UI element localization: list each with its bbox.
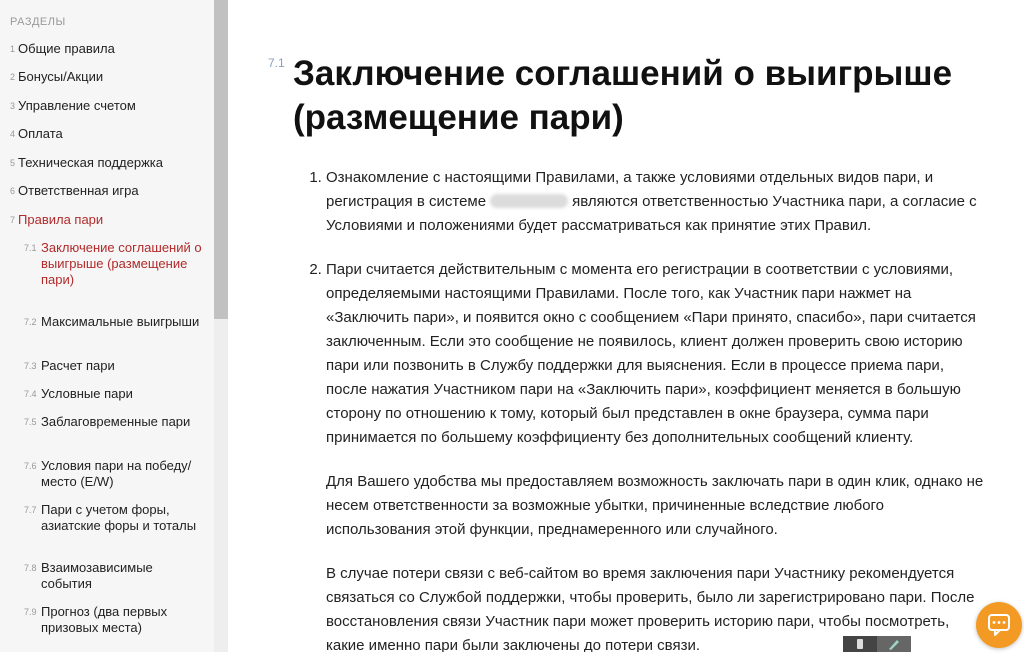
sidebar <box>0 0 214 652</box>
rule-2-text: Пари считается действительным с момента его регистрации в соответствии с условиями, определяемыми настоящими Правилами. После того, как Участник пари нажмет на «Заключить пари», и появится окно с сообщением «Пари принято, спасибо», пари считается заключенным. Если это сообщение не появилось, клиент должен проверить свою историю пари или позвонить в Службу поддержки для выяснения. Если в процессе приема пари, после нажатия Участником пари на «Заключить пари», коэффициент меняется в большую сторону по отношению к тому, который был представлен в окне браузера, сумма пари принимается по большему коэффициенту без дополнительных сообщений клиенту. <box>326 261 976 446</box>
sidebar-item-number: 2 <box>10 72 16 82</box>
sidebar-subitem-settlement[interactable] <box>24 358 204 374</box>
sidebar-item-number: 4 <box>10 129 16 139</box>
sidebar-item-number: 5 <box>10 158 16 168</box>
sidebar-item-label: Правила пари <box>18 212 104 227</box>
sidebar-subitem-number: 7.4 <box>24 389 37 399</box>
sidebar-subitem-forecast[interactable] <box>24 604 204 636</box>
mini-toolbar[interactable] <box>843 636 911 652</box>
rule-2-paragraph-2: Для Вашего удобства мы предоставляем возможность заключать пари в один клик, однако не несем ответственности за возможные убытки, причиненные вследствие любого использования этой функции, преднамеренного или случайного. <box>326 473 984 538</box>
sidebar-subitem-related-events[interactable] <box>24 560 204 592</box>
blurred-brand-name <box>490 194 568 208</box>
sidebar-subitem-ante-post[interactable] <box>24 414 204 430</box>
article <box>228 0 1024 652</box>
sidebar-subitem-each-way[interactable] <box>24 458 204 490</box>
toolbar-pen-icon[interactable] <box>877 636 911 652</box>
sidebar-scrollbar-thumb[interactable] <box>214 0 228 319</box>
sidebar-item-responsible-gaming[interactable] <box>10 183 139 199</box>
rule-1-text-b: являются ответственностью Участника пари, а согласие с Условиями и положениями будет рассматриваться как принятие этих Правил. <box>326 193 977 234</box>
sidebar-item-account[interactable] <box>10 98 136 114</box>
sidebar-subitem-number: 7.5 <box>24 417 37 427</box>
sidebar-subitem-label: Прогноз (два первых призовых места) <box>41 604 168 635</box>
sidebar-subitem-label: Максимальные выигрыши <box>41 314 200 329</box>
sidebar-subitem-number: 7.8 <box>24 563 37 573</box>
rule-1-text-a: Ознакомление с настоящими Правилами, а также условиями отдельных видов пари, и регистрация в системе <box>326 169 934 210</box>
sidebar-item-number: 7 <box>10 215 16 225</box>
rule-item <box>326 166 986 238</box>
sidebar-item-number: 3 <box>10 101 16 111</box>
sidebar-subitem-number: 7.7 <box>24 505 37 515</box>
sidebar-subitem-label: Расчет пари <box>41 358 115 373</box>
toolbar-tool-icon[interactable] <box>843 636 877 652</box>
sidebar-subitem-label: Условия пари на победу/место (E/W) <box>41 458 192 489</box>
rule-2-paragraph-3: В случае потери связи с веб-сайтом во время заключения пари Участнику рекомендуется связаться со Службой поддержки, чтобы проверить, было ли зарегистрировано пари. После восстановления связи Участник пари может проверить историю пари, чтобы посмотреть, какие именно пари были заключены до потери связи. <box>326 565 975 652</box>
chat-button[interactable] <box>976 602 1022 648</box>
sidebar-subitem-label: Пари с учетом форы, азиатские форы и тоталы <box>41 502 197 533</box>
sidebar-item-betting-rules[interactable] <box>10 212 103 228</box>
section-number: 7.1 <box>268 56 285 70</box>
article-body <box>306 166 986 652</box>
sidebar-item-support[interactable] <box>10 155 163 171</box>
sidebar-subitem-number: 7.1 <box>24 243 37 253</box>
sidebar-item-number: 6 <box>10 186 16 196</box>
sidebar-item-label: Бонусы/Акции <box>18 69 104 84</box>
rule-item <box>326 258 986 652</box>
sidebar-heading: РАЗДЕЛЫ <box>10 16 66 28</box>
sidebar-subitem-label: Заблаговременные пари <box>41 414 191 429</box>
sidebar-item-label: Общие правила <box>18 41 115 56</box>
sidebar-subitem-number: 7.3 <box>24 361 37 371</box>
chat-bubble-icon <box>976 602 1022 648</box>
sidebar-subitem-max-winnings[interactable] <box>24 314 204 330</box>
sidebar-subitem-number: 7.6 <box>24 461 37 471</box>
sidebar-subitem-label: Заключение соглашений о выигрыше (размещение пари) <box>41 240 202 287</box>
sidebar-item-number: 1 <box>10 44 16 54</box>
sidebar-subitem-number: 7.2 <box>24 317 37 327</box>
page-title: Заключение соглашений о выигрыше (размещение пари) <box>293 54 953 137</box>
sidebar-item-payment[interactable] <box>10 126 63 142</box>
sidebar-subitem-number: 7.9 <box>24 607 37 617</box>
sidebar-item-label: Техническая поддержка <box>18 155 163 170</box>
sidebar-item-bonuses[interactable] <box>10 69 103 85</box>
sidebar-subitem-label: Условные пари <box>41 386 133 401</box>
sidebar-subitem-conditional-bets[interactable] <box>24 386 204 402</box>
sidebar-subitem-handicaps[interactable] <box>24 502 204 534</box>
sidebar-subitem-placing-bets[interactable] <box>24 240 204 288</box>
rules-list <box>306 166 986 652</box>
sidebar-subitem-label: Взаимозависимые события <box>41 560 153 591</box>
sidebar-item-label: Ответственная игра <box>18 183 139 198</box>
sidebar-item-general-rules[interactable] <box>10 41 115 57</box>
sidebar-item-label: Управление счетом <box>18 98 136 113</box>
sidebar-scrollbar[interactable] <box>214 0 228 652</box>
sidebar-item-label: Оплата <box>18 126 63 141</box>
